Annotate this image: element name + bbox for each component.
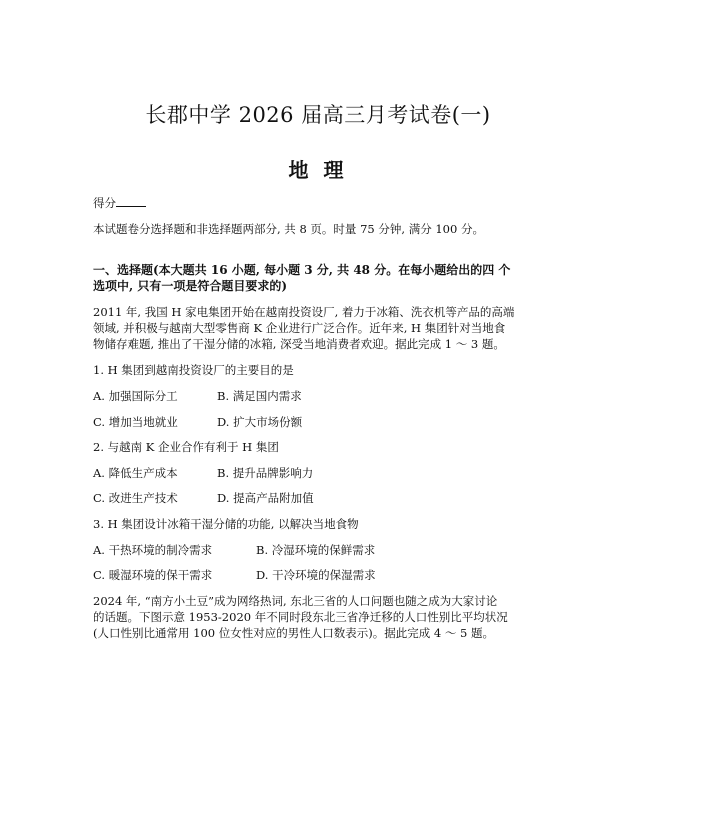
passage2-line2: 的话题。下图示意 1953-2020 年不同时段东北三省净迁移的人口性别比平均状况 bbox=[93, 610, 508, 624]
question-1-option-d: D. 扩大市场份额 bbox=[217, 415, 303, 429]
question-3-option-d: D. 干冷环境的保湿需求 bbox=[256, 568, 376, 582]
question-1-stem: 1. H 集团到越南投资设厂的主要目的是 bbox=[93, 363, 294, 377]
score-field bbox=[93, 194, 146, 211]
question-2-option-b: B. 提升品牌影响力 bbox=[217, 466, 314, 480]
passage2-line1: 2024 年, “南方小土豆”成为网络热词, 东北三省的人口问题也随之成为大家讨论 bbox=[93, 594, 498, 608]
question-3-stem: 3. H 集团设计冰箱干湿分储的功能, 以解决当地食物 bbox=[93, 517, 359, 531]
section-heading-line1: 一、选择题(本大题共 16 小题, 每小题 3 分, 共 48 分。在每小题给出的四 个 bbox=[93, 263, 511, 277]
question-2-option-d: D. 提高产品附加值 bbox=[217, 491, 314, 505]
score-blank bbox=[116, 194, 146, 207]
score-label: 得分 bbox=[93, 196, 116, 210]
question-3-option-b: B. 冷湿环境的保鲜需求 bbox=[256, 543, 376, 557]
exam-title: 长郡中学 2026 届高三月考试卷(一) bbox=[145, 103, 491, 127]
section-heading-line2: 选项中, 只有一项是符合题目要求的) bbox=[93, 279, 288, 293]
question-3-option-a: A. 干热环境的制冷需求 bbox=[93, 543, 213, 557]
subject-title: 地 理 bbox=[288, 158, 348, 182]
question-2-stem: 2. 与越南 K 企业合作有利于 H 集团 bbox=[93, 440, 279, 454]
question-2-option-c: C. 改进生产技术 bbox=[93, 491, 178, 505]
question-3-option-c: C. 暖湿环境的保干需求 bbox=[93, 568, 213, 582]
passage1-line1: 2011 年, 我国 H 家电集团开始在越南投资设厂, 着力于冰箱、洗衣机等产品的高端 bbox=[93, 305, 515, 319]
question-2-option-a: A. 降低生产成本 bbox=[93, 466, 178, 480]
passage1-line3: 物储存难题, 推出了干湿分储的冰箱, 深受当地消费者欢迎。据此完成 1 ～ 3 题。 bbox=[93, 337, 505, 351]
question-1-option-a: A. 加强国际分工 bbox=[93, 389, 178, 403]
passage2-line3: (人口性别比通常用 100 位女性对应的男性人口数表示)。据此完成 4 ～ 5 题。 bbox=[93, 626, 494, 640]
question-1-option-c: C. 增加当地就业 bbox=[93, 415, 178, 429]
passage1-line2: 领域, 并积极与越南大型零售商 K 企业进行广泛合作。近年来, H 集团针对当地食 bbox=[93, 321, 506, 335]
question-1-option-b: B. 满足国内需求 bbox=[217, 389, 302, 403]
exam-intro: 本试题卷分选择题和非选择题两部分, 共 8 页。时量 75 分钟, 满分 100 分。 bbox=[93, 222, 484, 236]
